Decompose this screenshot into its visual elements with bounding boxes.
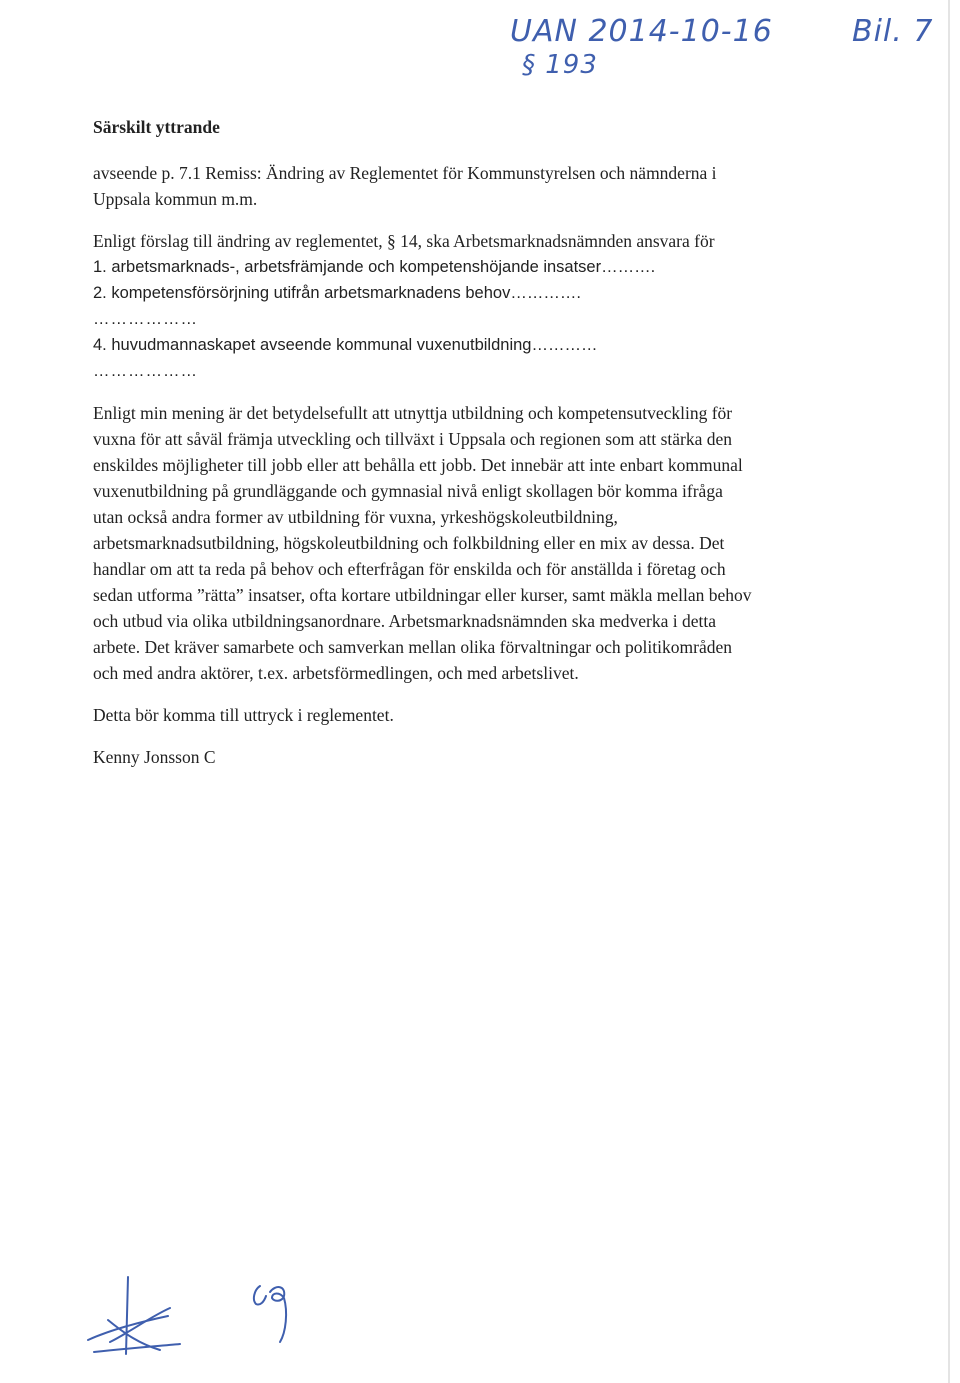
regarding-line: Uppsala kommun m.m.	[93, 189, 258, 209]
paragraph-line: och utbud via olika utbildningsanordnare. Arbetsmarknadsnämnden ska medverka i detta	[93, 611, 717, 631]
handwritten-paragraph: § 193	[522, 50, 598, 80]
signature-stroke	[126, 1277, 128, 1354]
regarding-line: avseende p. 7.1 Remiss: Ändring av Reglementet för Kommunstyrelsen och nämnderna i	[93, 163, 717, 183]
opinion-paragraph	[93, 400, 853, 686]
omission-dots: ………………	[93, 310, 198, 328]
author-name: Kenny Jonsson C	[93, 747, 216, 767]
list-item: 1. arbetsmarknads-, arbetsfrämjande och kompetenshöjande insatser……….	[93, 258, 656, 276]
page-edge	[948, 0, 950, 1383]
signature-stroke	[254, 1286, 266, 1305]
regarding-block	[93, 160, 853, 212]
paragraph-line: arbetsmarknadsutbildning, högskoleutbildning och folkbildning eller en mix av dessa. Det	[93, 533, 725, 553]
omission-dots: ………………	[93, 362, 198, 380]
intro-line: Enligt förslag till ändring av reglementet, § 14, ska Arbetsmarknadsnämnden ansvara för	[93, 231, 715, 251]
paragraph-line: och med andra aktörer, t.ex. arbetsförmedlingen, och med arbetslivet.	[93, 663, 579, 683]
paragraph-line: handlar om att ta reda på behov och efterfrågan för enskilda och för anställda i företag och	[93, 559, 726, 579]
paragraph-line: arbete. Det kräver samarbete och samverkan mellan olika förvaltningar och politikområden	[93, 637, 732, 657]
responsibility-list	[93, 228, 853, 384]
paragraph-line: vuxenutbildning på grundläggande och gymnasial nivå enligt skollagen bör komma ifråga	[93, 481, 723, 501]
list-item: 4. huvudmannaskapet avseende kommunal vuxenutbildning…………	[93, 336, 598, 354]
paragraph-line: enskildes möjligheter till jobb eller att behålla ett jobb. Det innebär att inte enbart kommunal	[93, 455, 743, 475]
paragraph-line: vuxna för att såväl främja utveckling och tillväxt i Uppsala och regionen som att stärka den	[93, 429, 733, 449]
handwritten-signature	[80, 1272, 320, 1362]
paragraph-line: utan också andra former av utbildning för vuxna, yrkeshögskoleutbildning,	[93, 507, 618, 527]
conclusion: Detta bör komma till uttryck i reglementet.	[93, 705, 394, 725]
document-heading: Särskilt yttrande	[93, 117, 220, 137]
handwritten-appendix: Bil. 7	[852, 14, 934, 49]
signature-stroke	[94, 1344, 180, 1352]
list-item: 2. kompetensförsörjning utifrån arbetsmarknadens behov………….	[93, 284, 581, 302]
paragraph-line: Enligt min mening är det betydelsefullt att utnyttja utbildning och kompetensutveckling för	[93, 403, 733, 423]
document-body	[93, 114, 853, 770]
handwritten-reference: UAN 2014-10-16	[510, 14, 773, 49]
paragraph-line: sedan utforma ”rätta” insatser, ofta kortare utbildningar eller kurser, samt mäkla mellan behov	[93, 585, 752, 605]
signature-stroke	[88, 1316, 168, 1340]
signature-stroke	[270, 1287, 286, 1342]
signature-stroke	[110, 1308, 170, 1342]
